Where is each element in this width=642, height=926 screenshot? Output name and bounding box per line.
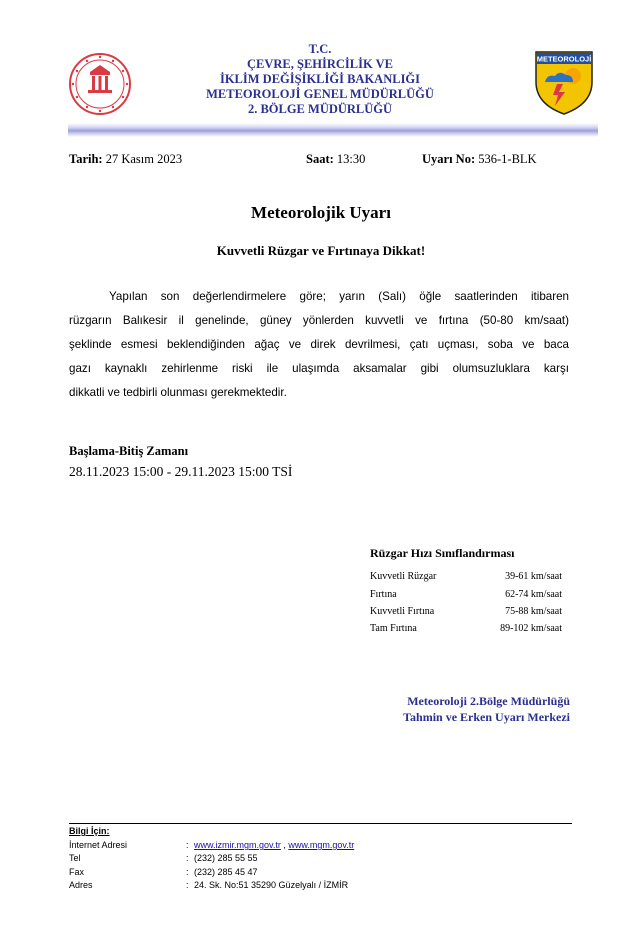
header-title [160,42,480,117]
wind-class-name: Tam Fırtına [370,623,417,634]
body-line: şeklinde esmesi beklendiğinden ağaç ve direk devrilmesi, çatı uçması, soba ve baca [69,338,569,351]
time-label: Saat: [306,152,334,166]
meteoroloji-logo [533,46,595,116]
wind-class-name: Fırtına [370,589,397,600]
period-label: Başlama-Bitiş Zamanı [69,444,189,458]
header-line-mgm: METEOROLOJİ GENEL MÜDÜRLÜĞÜ [206,87,434,101]
body-line: dikkatli ve tedbirli olunması gerekmektedir. [69,386,287,399]
body-line: Yapılan son değerlendirmelere göre; yarın (Salı) öğle saatlerinden itibaren [109,290,569,303]
date-label: Tarih: [69,152,103,166]
wind-table-row [370,623,562,640]
izmir-mgm-link[interactable]: www.izmir.mgm.gov.tr [194,840,281,850]
wind-class-speed: 62-74 km/saat [505,589,562,600]
fax-value: (232) 285 45 47 [194,867,258,877]
warning-number-label: Uyarı No: [422,152,476,166]
header-line-tc: T.C. [308,42,332,56]
internet-links [194,840,354,850]
address-label: Adres [69,880,93,890]
document-subtitle: Kuvvetli Rüzgar ve Fırtınaya Dikkat! [216,243,426,258]
time-field [306,152,365,167]
warning-number-field [422,152,537,167]
signature-line-1: Meteoroloji 2.Bölge Müdürlüğü [407,694,570,708]
footer-heading: Bilgi İçin: [69,826,110,836]
warning-number-value: 536-1-BLK [478,152,537,166]
wind-class-name: Kuvvetli Fırtına [370,606,435,617]
header-line-cevre: ÇEVRE, ŞEHİRCİLİK VE [247,57,393,71]
signature-line-2: Tahmin ve Erken Uyarı Merkezi [403,710,570,724]
wind-class-speed: 39-61 km/saat [505,571,562,582]
meteoroloji-logo-text: METEOROLOJİ [536,54,592,64]
wind-class-speed: 75-88 km/saat [505,606,562,617]
period-value: 28.11.2023 15:00 - 29.11.2023 15:00 TSİ [69,464,293,479]
ministry-seal-logo [68,52,132,116]
fax-label: Fax [69,867,85,877]
wind-table-row [370,606,562,623]
mgm-link[interactable]: www.mgm.gov.tr [288,840,355,850]
internet-label: İnternet Adresi [69,840,128,850]
wind-class-speed: 89-102 km/saat [500,623,562,634]
tel-label: Tel [69,853,81,863]
wind-table-row [370,589,562,606]
time-value: 13:30 [336,152,366,166]
footer-colon: : [186,867,189,877]
wind-class-name: Kuvvetli Rüzgar [370,571,437,582]
warning-body [69,285,569,405]
address-value: 24. Sk. No:51 35290 Güzelyalı / İZMİR [194,880,349,890]
tel-value: (232) 285 55 55 [194,853,258,863]
date-value: 27 Kasım 2023 [105,152,183,166]
wind-table-title: Rüzgar Hızı Sınıflandırması [370,546,515,560]
body-line: rüzgarın Balıkesir il genelinde, güney yönlerden kuvvetli ve fırtına (50-80 km/saat) [69,314,569,327]
link-separator: , [280,840,289,850]
footer-colon: : [186,853,189,863]
wind-table-row [370,571,562,588]
footer-colon: : [186,880,189,890]
footer-divider [69,823,572,824]
footer-colon: : [186,840,189,850]
header-line-iklim: İKLİM DEĞİŞİKLİĞİ BAKANLIĞI [219,72,421,86]
document-title: Meteorolojik Uyarı [251,203,391,222]
header-line-bolge: 2. BÖLGE MÜDÜRLÜĞÜ [247,102,393,116]
date-field [69,152,182,167]
header-divider-band [68,123,598,137]
body-line: gazı kaynaklı zehirlenme riski ile ulaşımda aksamalar gibi olumsuzluklara karşı [69,362,569,375]
